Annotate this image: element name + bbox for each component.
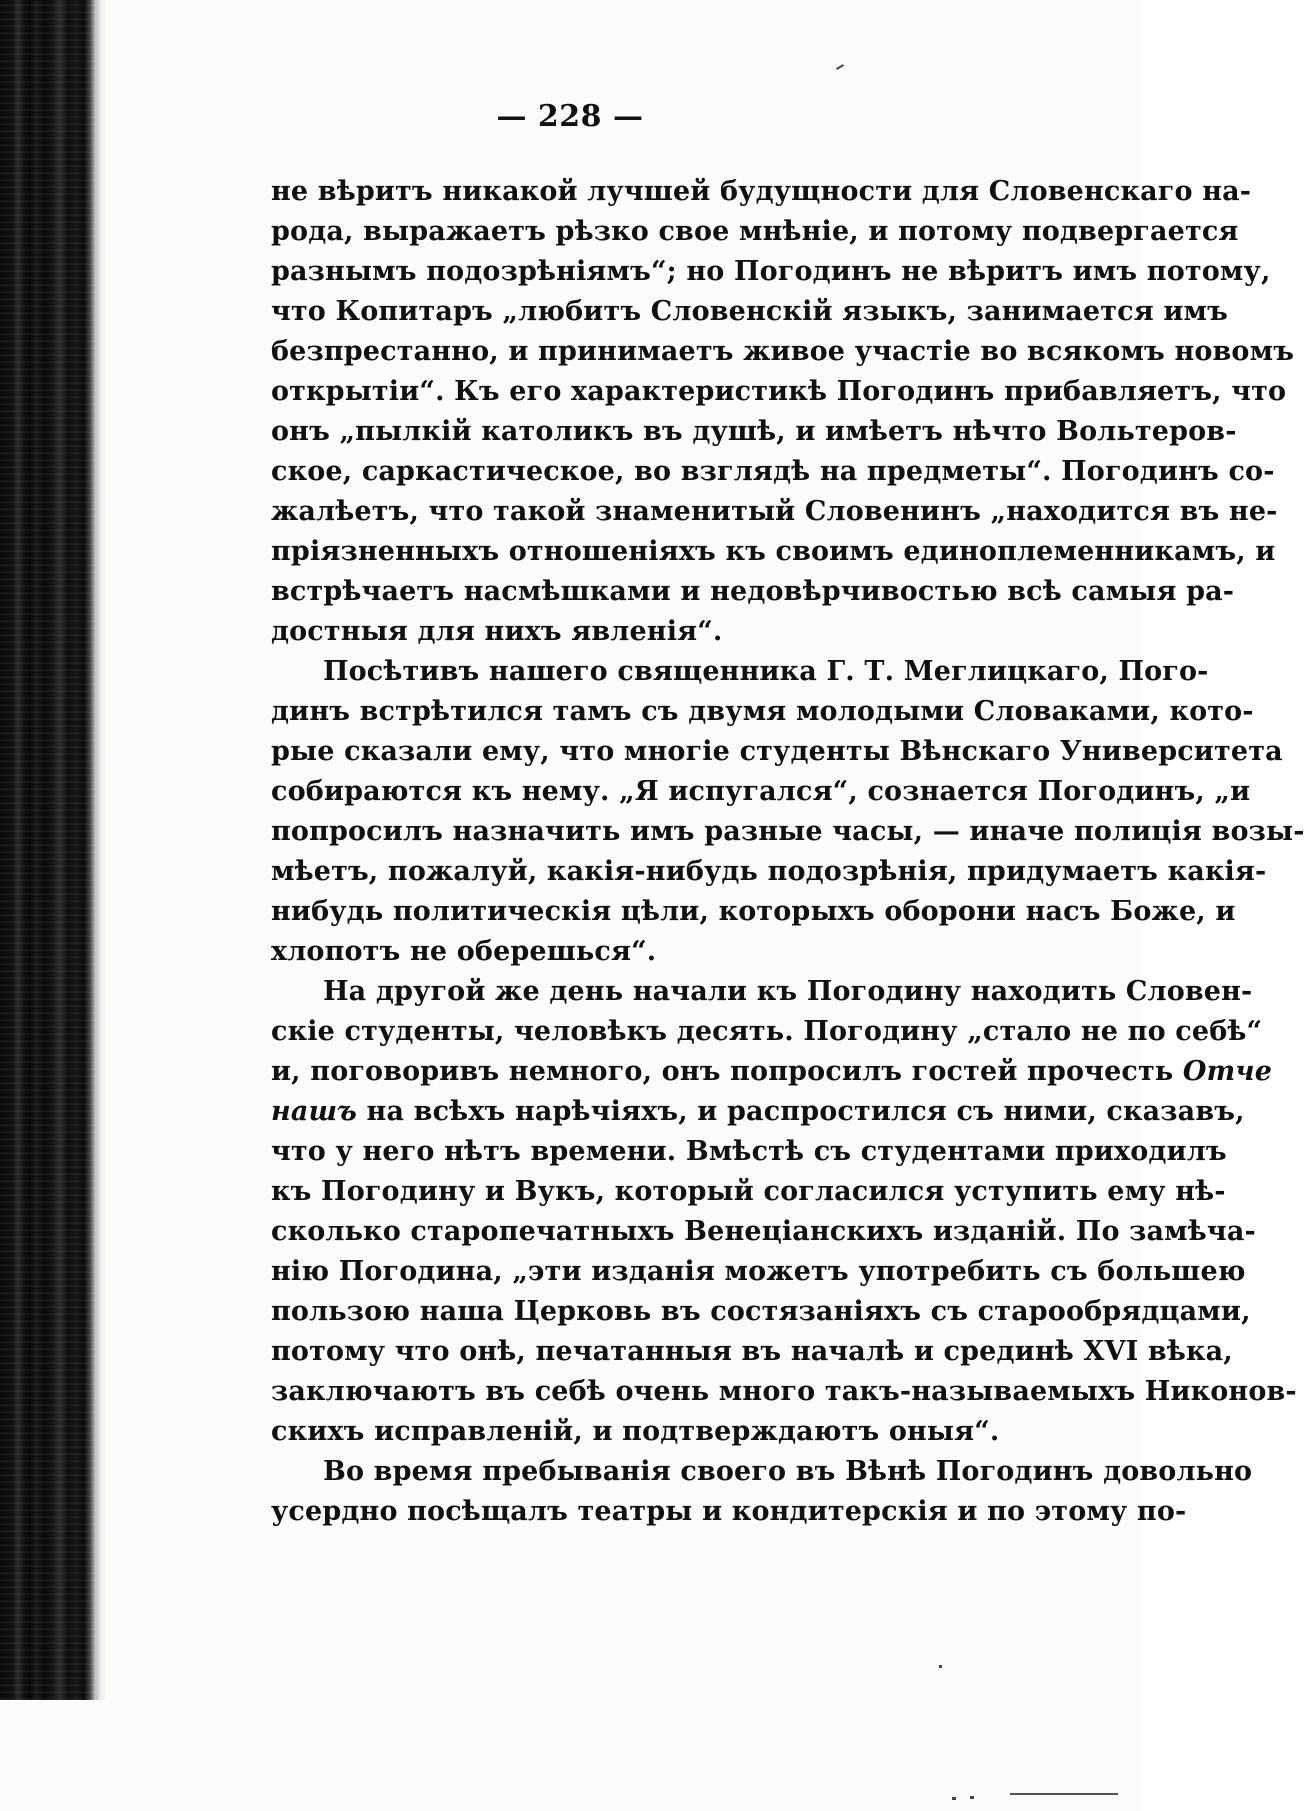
book-binding-edge bbox=[0, 0, 96, 1700]
text-line: На другой же день начали къ Погодину находить Словен- bbox=[323, 976, 1253, 1007]
text-line: скихъ исправленій, и подтверждаютъ оныя“. bbox=[271, 1416, 1000, 1447]
page-edge-shadow bbox=[96, 0, 106, 1700]
text-line: заключаютъ въ себѣ очень много такъ-называемыхъ Никонов- bbox=[271, 1376, 1297, 1407]
text-line: безпрестанно, и принимаетъ живое участіе во всякомъ новомъ bbox=[271, 336, 1295, 367]
text-segment: и, поговоривъ немного, онъ попросилъ гостей прочесть bbox=[271, 1056, 1174, 1087]
text-line: не вѣритъ никакой лучшей будущности для Словенскаго на- bbox=[271, 176, 1252, 207]
text-line: разнымъ подозрѣніямъ“; но Погодинъ не вѣритъ имъ потому, bbox=[271, 256, 1271, 287]
text-line: попросилъ назначить имъ разные часы, — иначе полиція возы- bbox=[271, 816, 1305, 847]
italic-word: нашъ bbox=[271, 1096, 357, 1127]
text-line: усердно посѣщалъ театры и кондитерскія и по этому по- bbox=[271, 1496, 1187, 1527]
text-line: что у него нѣтъ времени. Вмѣстѣ съ студентами приходилъ bbox=[271, 1136, 1227, 1167]
paragraph-3 bbox=[271, 972, 1297, 1452]
text-line-with-italic bbox=[271, 1052, 1273, 1092]
text-line: ское, саркастическое, во взглядѣ на предметы“. Погодинъ со- bbox=[271, 456, 1275, 487]
ink-speck bbox=[970, 1796, 974, 1799]
text-line: сколько старопечатныхъ Венеціанскихъ изданій. По замѣча- bbox=[271, 1216, 1256, 1247]
text-line: рода, выражаетъ рѣзко свое мнѣніе, и потому подвергается bbox=[271, 216, 1239, 247]
text-line: Посѣтивъ нашего священника Г. Т. Меглицкаго, Пого- bbox=[323, 656, 1209, 687]
text-line: онъ „пылкій католикъ въ душѣ, и имѣетъ нѣчто Вольтеров- bbox=[271, 416, 1237, 447]
page-number: — 228 — bbox=[496, 99, 644, 134]
text-line-with-italic bbox=[271, 1092, 1245, 1132]
text-line: нію Погодина, „эти изданія можетъ употребить съ большею bbox=[271, 1256, 1246, 1287]
text-segment: на всѣхъ нарѣчіяхъ, и распростился съ ними, сказавъ, bbox=[366, 1096, 1245, 1127]
text-line: пріязненныхъ отношеніяхъ къ своимъ единоплеменникамъ, и bbox=[271, 536, 1276, 567]
text-line: достныя для нихъ явленія“. bbox=[271, 616, 723, 647]
ink-speck bbox=[836, 64, 844, 70]
text-line: Во время пребыванія своего въ Вѣнѣ Погодинъ довольно bbox=[323, 1456, 1253, 1487]
text-line: открытіи“. Къ его характеристикѣ Погодинъ прибавляетъ, что bbox=[271, 376, 1287, 407]
text-line: жалѣетъ, что такой знаменитый Словенинъ „находится въ не- bbox=[271, 496, 1278, 527]
text-line: нибудь политическія цѣли, которыхъ оборони насъ Боже, и bbox=[271, 896, 1236, 927]
text-line: скіе студенты, человѣкъ десять. Погодину „стало не по себѣ“ bbox=[271, 1016, 1263, 1047]
paragraph-2 bbox=[271, 652, 1305, 972]
paragraph-4 bbox=[271, 1452, 1253, 1532]
text-line: что Копитаръ „любитъ Словенскій языкъ, занимается имъ bbox=[271, 296, 1229, 327]
text-line: собираются къ нему. „Я испугался“, сознается Погодинъ, „и bbox=[271, 776, 1251, 807]
text-line: встрѣчаетъ насмѣшками и недовѣрчивостью всѣ самыя ра- bbox=[271, 576, 1235, 607]
ink-speck bbox=[952, 1797, 956, 1800]
text-line: къ Погодину и Вукъ, который согласился уступить ему нѣ- bbox=[271, 1176, 1226, 1207]
text-line: потому что онѣ, печатанныя въ началѣ и срединѣ XVI вѣка, bbox=[271, 1336, 1233, 1367]
paragraph-1 bbox=[271, 172, 1295, 652]
text-line: динъ встрѣтился тамъ съ двумя молодыми Словаками, кото- bbox=[271, 696, 1254, 727]
text-line: пользою наша Церковь въ состязаніяхъ съ старообрядцами, bbox=[271, 1296, 1251, 1327]
italic-word: Отче bbox=[1182, 1056, 1273, 1087]
ink-speck bbox=[939, 1665, 942, 1668]
page-text bbox=[271, 172, 1305, 1532]
text-line: рые сказали ему, что многіе студенты Вѣнскаго Университета bbox=[271, 736, 1283, 767]
text-line: хлопотъ не оберешься“. bbox=[271, 936, 657, 967]
ink-line bbox=[1010, 1793, 1118, 1795]
text-line: мѣетъ, пожалуй, какія-нибудь подозрѣнія, придумаетъ какія- bbox=[271, 856, 1267, 887]
